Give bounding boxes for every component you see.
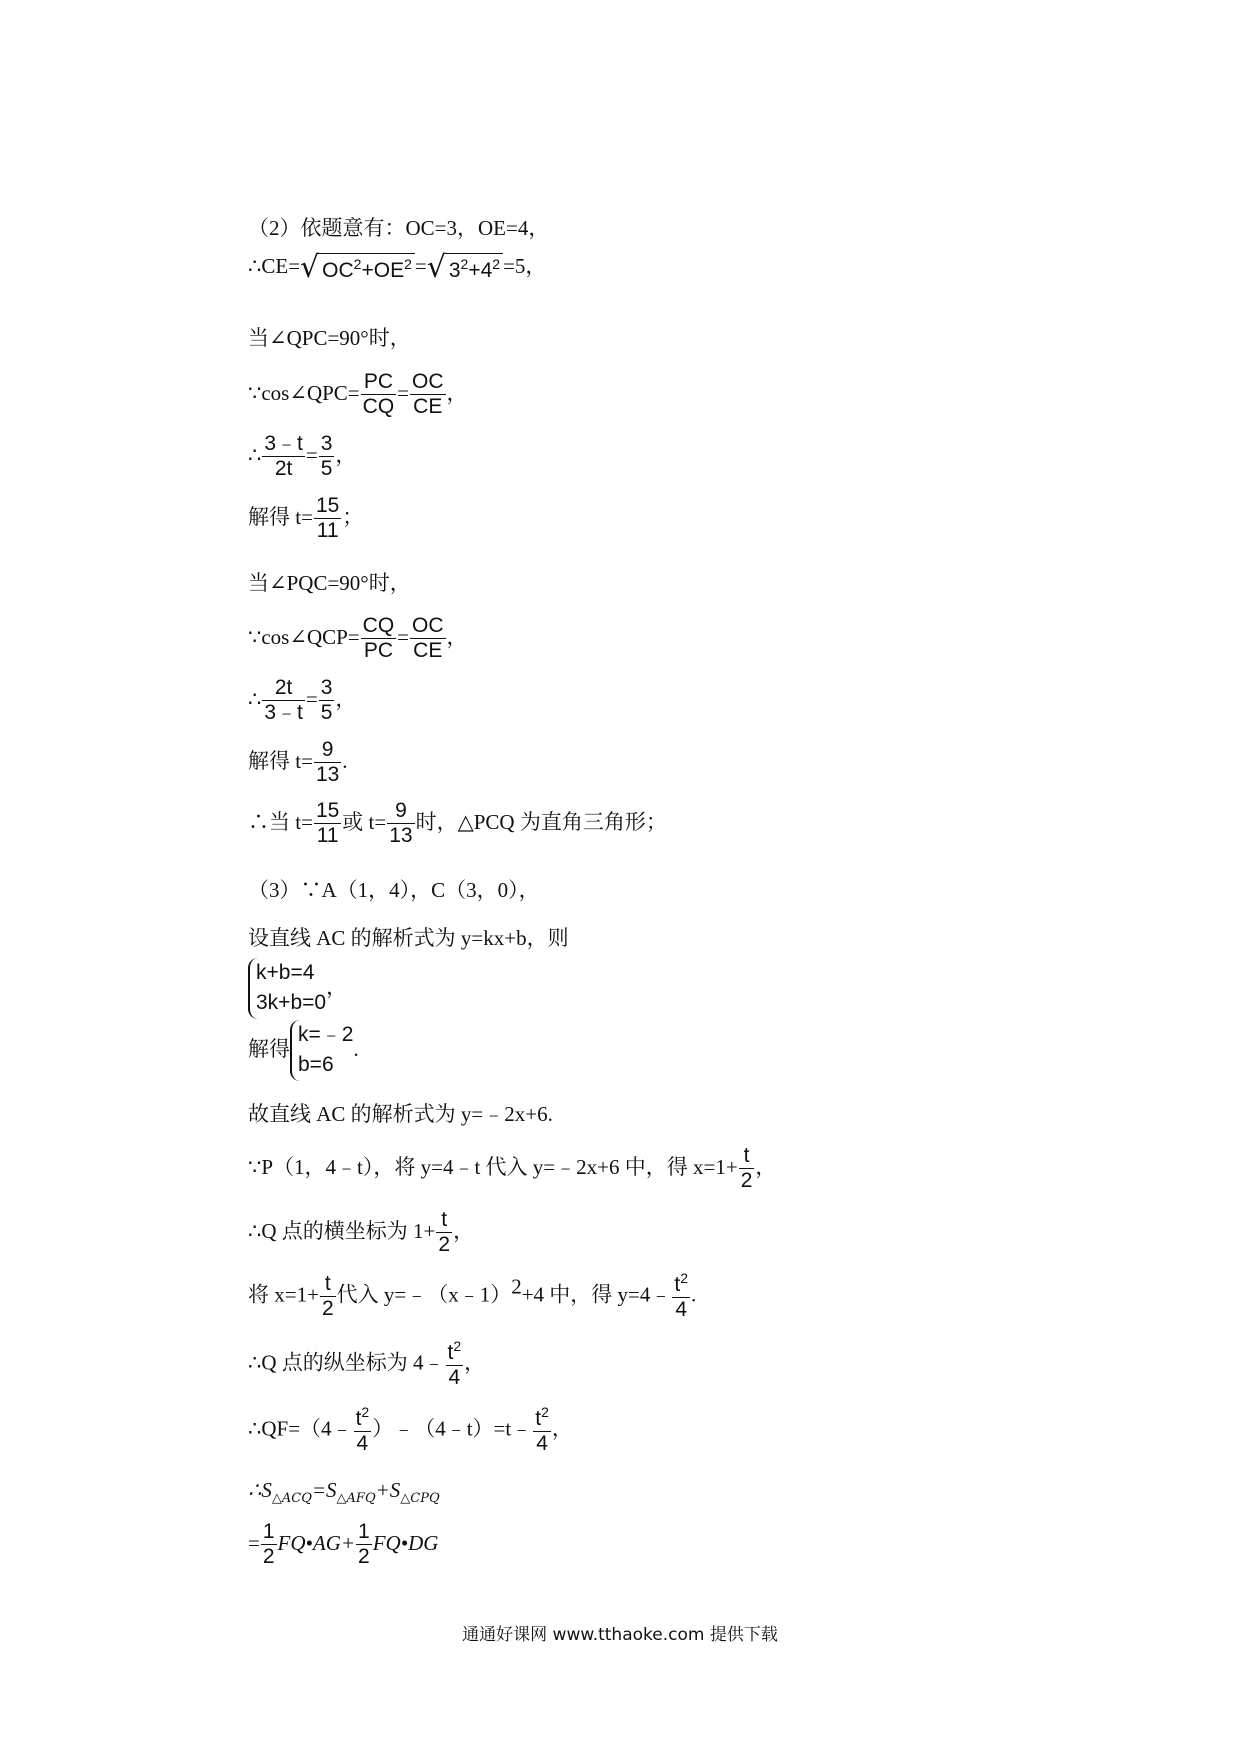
fraction: $\frac{1}{2}$	[358, 1520, 370, 1569]
fraction: $\frac{t}{2}$	[740, 1144, 753, 1193]
equation-system: k=﹣2 b=6	[290, 1020, 353, 1081]
line-ac-expression: 故直线 AC 的解析式为 y=﹣2x+6.	[248, 1102, 553, 1126]
line-qf-length: ∴QF=（4﹣ $\frac{t^2}{4}$ ）﹣（4﹣t）=t﹣ $\frac{t^2}{4}$ ，	[248, 1404, 573, 1456]
fraction: $\frac{1}{2}$	[262, 1520, 275, 1569]
fraction: $\frac{t}{2}$	[321, 1271, 334, 1320]
footer-source: 通通好课网 www.tthaoke.com 提供下载	[462, 1625, 778, 1645]
line-cos-qcp: ∵cos∠QCP= $\frac{CQ}{PC}$ = $\frac{OC}{CE}$ ，	[248, 614, 468, 663]
line-area-expansion: = $\frac{1}{2}$ FQ•AG+ $\frac{1}{2}$ FQ•DG	[248, 1520, 439, 1569]
line-system-solution: 解得 k=﹣2 b=6 .	[248, 1020, 359, 1081]
fraction: $\frac{15}{11}$	[315, 799, 340, 848]
line-case-qpc: 当∠QPC=90°时，	[248, 326, 411, 350]
sqrt-expression: √ $OC^2+OE^2$	[300, 250, 415, 285]
line-system-1: k+b=4 3k+b=0 ，	[248, 958, 347, 1019]
line-substitute-p: ∵P（1，4﹣t），将 y=4﹣t 代入 y=﹣2x+6 中，得 x=1+ $\frac{t}{2}$ ，	[248, 1144, 777, 1193]
line-solution-2: 解得 t= $\frac{9}{13}$ .	[248, 738, 348, 787]
line-set-ac: 设直线 AC 的解析式为 y=kx+b，则	[248, 926, 569, 950]
fraction: $\frac{3﹣t}{2t}$	[264, 432, 303, 481]
equation-system: k+b=4 3k+b=0	[248, 958, 326, 1019]
fraction: $\frac{3}{5}$	[320, 432, 333, 481]
line-area-sum: $\therefore S_{\triangle ACQ}=S_{\triangle AFQ}+S_{\triangle CPQ}$	[248, 1478, 440, 1507]
fraction: $\frac{PC}{CQ}$	[362, 370, 395, 419]
sqrt-expression: √ $3^2+4^2$	[427, 250, 503, 285]
line-equation-1: ∴ $\frac{3﹣t}{2t}$ = $\frac{3}{5}$ ，	[248, 432, 357, 481]
line-part3-points: （3）∵A（1，4），C（3，0），	[248, 878, 540, 902]
line-cos-qpc: ∵cos∠QPC= $\frac{PC}{CQ}$ = $\frac{OC}{CE}$ ，	[248, 370, 468, 419]
fraction: $\frac{t^2}{4}$	[447, 1338, 462, 1390]
line-conclusion-right-triangle: ∴当 t= $\frac{15}{11}$ 或 t= $\frac{9}{13}$ 时，△PCQ 为直角三角形；	[248, 799, 667, 848]
line-q-y-coordinate: ∴Q 点的纵坐标为 4﹣ $\frac{t^2}{4}$ ，	[248, 1338, 486, 1390]
fraction: $\frac{3}{5}$	[320, 676, 333, 725]
line-q-x-coordinate: ∴Q 点的横坐标为 1+ $\frac{t}{2}$ ，	[248, 1208, 475, 1257]
fraction: $\frac{t^2}{4}$	[535, 1404, 549, 1456]
line-part2-given: （2）依题意有：OC=3，OE=4，	[248, 216, 550, 240]
line-equation-2: ∴ $\frac{2t}{3﹣t}$ = $\frac{3}{5}$ ，	[248, 676, 357, 725]
fraction: $\frac{t^2}{4}$	[674, 1270, 689, 1322]
fraction: $\frac{9}{13}$	[389, 799, 413, 848]
fraction: $\frac{OC}{CE}$	[412, 370, 444, 419]
fraction: $\frac{t^2}{4}$	[355, 1404, 370, 1456]
fraction: $\frac{t}{2}$	[438, 1208, 451, 1257]
fraction: $\frac{2t}{3﹣t}$	[264, 676, 303, 725]
line-solution-1: 解得 t= $\frac{15}{11}$ ；	[248, 494, 364, 543]
fraction: $\frac{OC}{CE}$	[412, 614, 444, 663]
line-ce-length: ∴CE=√ $OC^2+OE^2$ =√ $3^2+4^2 =5$，	[248, 250, 547, 285]
line-substitute-parabola: 将 x=1+ $\frac{t}{2}$ 代入 y=﹣（x﹣1）$^2$+4 中，得 y=4﹣ $\frac{t^2}{4}$ .	[248, 1270, 697, 1322]
fraction: $\frac{15}{11}$	[315, 494, 340, 543]
fraction: $\frac{CQ}{PC}$	[362, 614, 395, 663]
fraction: $\frac{9}{13}$	[315, 738, 340, 787]
line-case-pqc: 当∠PQC=90°时，	[248, 571, 411, 595]
